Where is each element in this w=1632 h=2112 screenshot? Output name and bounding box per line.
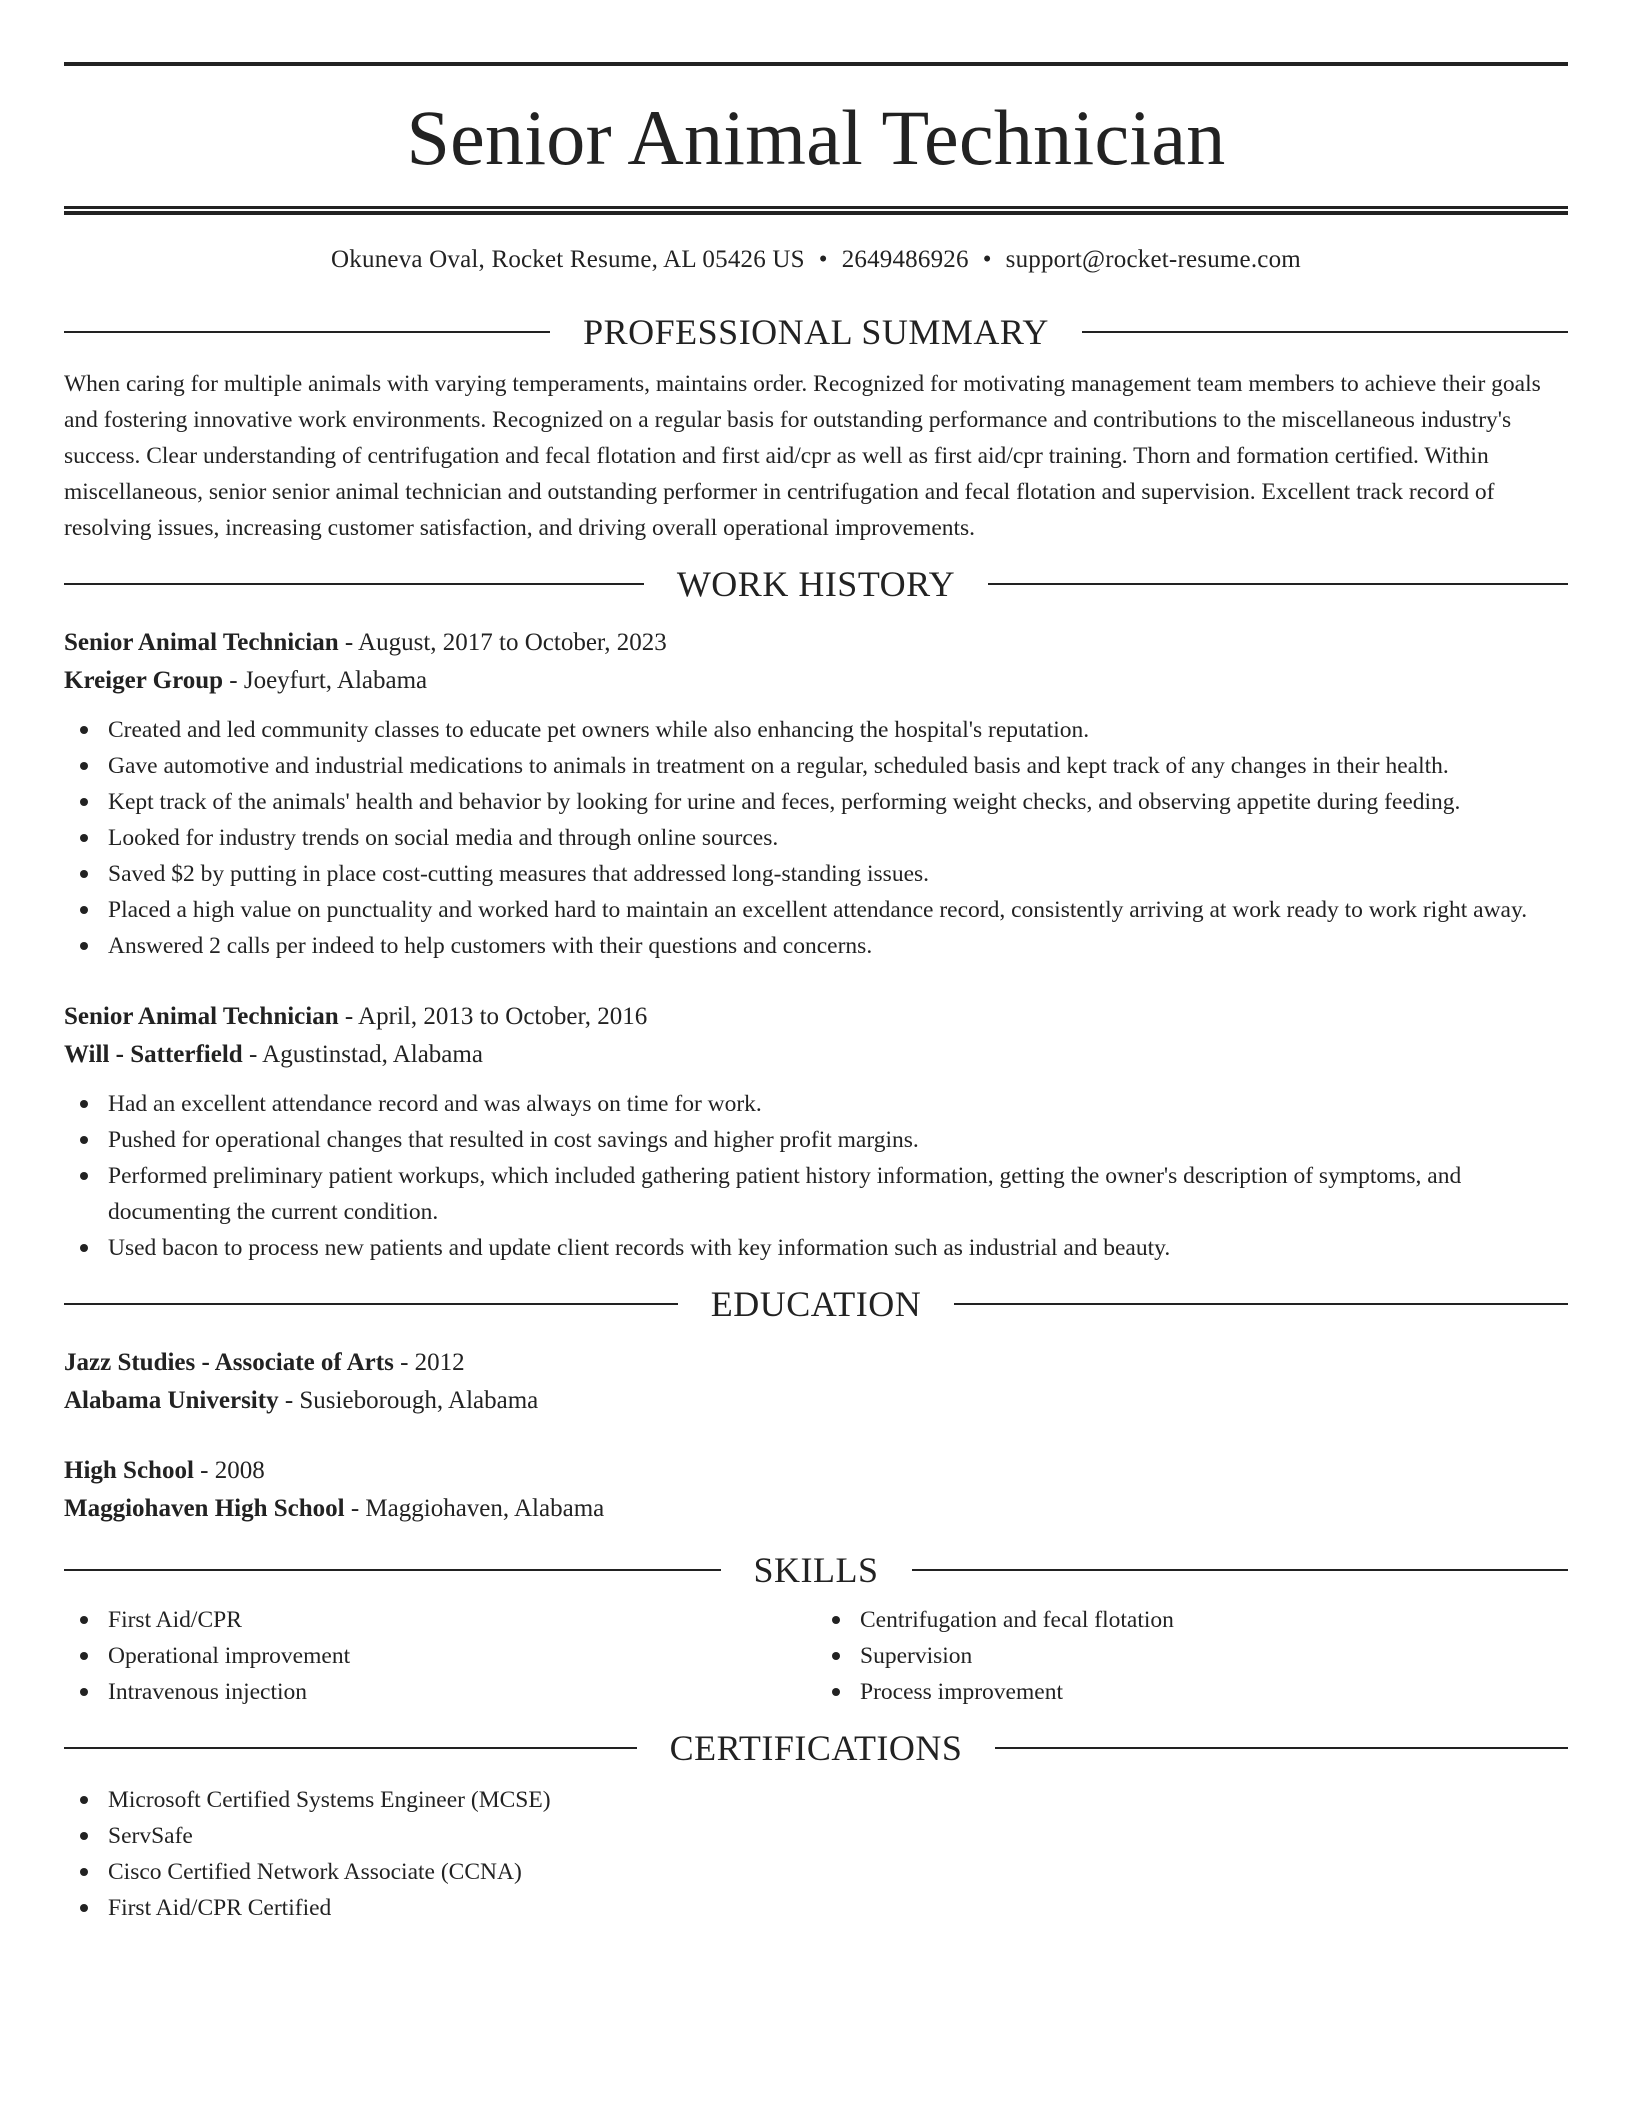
- list-item: Answered 2 calls per indeed to help customers with their questions and concerns.: [64, 928, 1568, 964]
- list-item: Placed a high value on punctuality and worked hard to maintain an excellent attendance record, consistently arriving at work ready to work right away.: [64, 892, 1568, 928]
- degree-line: [64, 1452, 1568, 1490]
- job-company: Kreiger Group: [64, 667, 224, 694]
- list-item: Pushed for operational changes that resulted in cost savings and higher profit margins.: [64, 1122, 1568, 1158]
- job-company-line: [64, 662, 1568, 700]
- skill-item: Operational improvement: [64, 1638, 816, 1674]
- job-location: - Joeyfurt, Alabama: [223, 667, 428, 694]
- list-item: Looked for industry trends on social media and through online sources.: [64, 820, 1568, 856]
- education-entry: [64, 1344, 1568, 1420]
- heading-rule-right: [988, 583, 1568, 585]
- section-heading-skills: [64, 1552, 1568, 1588]
- skill-item: Supervision: [816, 1638, 1568, 1674]
- skill-item: Process improvement: [816, 1674, 1568, 1710]
- section-heading-certifications: [64, 1730, 1568, 1766]
- heading-rule-left: [64, 331, 550, 333]
- section-heading-work-history: [64, 566, 1568, 602]
- degree: Jazz Studies - Associate of Arts: [64, 1349, 394, 1376]
- job-duties-list: [64, 712, 1568, 964]
- school-location: - Susieborough, Alabama: [278, 1387, 539, 1414]
- heading-rule-left: [64, 1747, 637, 1749]
- section-heading-education: [64, 1286, 1568, 1322]
- heading-rule-right: [912, 1569, 1569, 1571]
- heading-rule-right: [954, 1303, 1568, 1305]
- degree: High School: [64, 1457, 194, 1484]
- resume-page: [0, 62, 1632, 2112]
- skill-item: Intravenous injection: [64, 1674, 816, 1710]
- skill-item: Centrifugation and fecal flotation: [816, 1602, 1568, 1638]
- certification-item: Cisco Certified Network Associate (CCNA): [64, 1854, 1568, 1890]
- list-item: Gave automotive and industrial medications to animals in treatment on a regular, scheduled basis and kept track of any changes in their health.: [64, 748, 1568, 784]
- school-name: Maggiohaven High School: [64, 1495, 345, 1522]
- skills-list-left: [64, 1602, 816, 1710]
- certification-item: ServSafe: [64, 1818, 1568, 1854]
- list-item: Had an excellent attendance record and was always on time for work.: [64, 1086, 1568, 1122]
- job-title: Senior Animal Technician: [64, 1003, 339, 1030]
- job-company: Will - Satterfield: [64, 1041, 243, 1068]
- section-title: CERTIFICATIONS: [669, 1728, 963, 1768]
- certification-item: Microsoft Certified Systems Engineer (MCSE): [64, 1782, 1568, 1818]
- job-title: Senior Animal Technician: [64, 629, 339, 656]
- graduation-year: - 2012: [393, 1349, 465, 1376]
- top-rule: [64, 62, 1568, 66]
- title-double-rule: [64, 206, 1568, 215]
- job-company-line: [64, 1036, 1568, 1074]
- contact-separator: •: [818, 246, 828, 273]
- list-item: Used bacon to process new patients and update client records with key information such as industrial and beauty.: [64, 1230, 1568, 1266]
- heading-rule-left: [64, 583, 644, 585]
- heading-rule-left: [64, 1303, 678, 1305]
- section-title: EDUCATION: [710, 1284, 922, 1324]
- job-location: - Agustinstad, Alabama: [242, 1041, 483, 1068]
- section-title: SKILLS: [753, 1550, 879, 1590]
- contact-address: Okuneva Oval, Rocket Resume, AL 05426 US: [331, 246, 805, 273]
- job-title-line: [64, 624, 1568, 662]
- certifications-list: [64, 1782, 1568, 1926]
- school-location: - Maggiohaven, Alabama: [344, 1495, 605, 1522]
- education-entry: [64, 1452, 1568, 1528]
- heading-rule-left: [64, 1569, 721, 1571]
- job-entry: [64, 624, 1568, 964]
- job-entry: [64, 998, 1568, 1266]
- list-item: Created and led community classes to educate pet owners while also enhancing the hospital's reputation.: [64, 712, 1568, 748]
- section-title: WORK HISTORY: [676, 564, 956, 604]
- skill-item: First Aid/CPR: [64, 1602, 816, 1638]
- contact-line: [64, 247, 1568, 272]
- resume-title: Senior Animal Technician: [406, 94, 1226, 181]
- job-dates: - August, 2017 to October, 2023: [338, 629, 667, 656]
- list-item: Kept track of the animals' health and behavior by looking for urine and feces, performing weight checks, and observing appetite during feeding.: [64, 784, 1568, 820]
- skills-grid: [64, 1602, 1568, 1710]
- school-name: Alabama University: [64, 1387, 279, 1414]
- contact-phone: 2649486926: [841, 246, 969, 273]
- job-title-line: [64, 998, 1568, 1036]
- summary-text: When caring for multiple animals with varying temperaments, maintains order. Recognized for motivating management team members to achieve their goals and fostering innovative work environments. Recognized on a regular basis for outstanding performance and contributions to the miscellaneous industry's success. Clear understanding of centrifugation and fecal flotation and first aid/cpr as well as first aid/cpr training. Thorn and formation certified. Within miscellaneous, senior senior animal technician and outstanding performer in centrifugation and fecal flotation and supervision. Excellent track record of resolving issues, increasing customer satisfaction, and driving overall operational improvements.: [64, 371, 1541, 541]
- job-duties-list: [64, 1086, 1568, 1266]
- graduation-year: - 2008: [193, 1457, 265, 1484]
- degree-line: [64, 1344, 1568, 1382]
- school-line: [64, 1490, 1568, 1528]
- heading-rule-right: [1082, 331, 1568, 333]
- job-dates: - April, 2013 to October, 2016: [338, 1003, 648, 1030]
- section-title: PROFESSIONAL SUMMARY: [583, 312, 1049, 352]
- heading-rule-right: [995, 1747, 1568, 1749]
- certification-item: First Aid/CPR Certified: [64, 1890, 1568, 1926]
- school-line: [64, 1382, 1568, 1420]
- contact-separator: •: [982, 246, 992, 273]
- skills-list-right: [816, 1602, 1568, 1710]
- list-item: Saved $2 by putting in place cost-cutting measures that addressed long-standing issues.: [64, 856, 1568, 892]
- list-item: Performed preliminary patient workups, which included gathering patient history information, getting the owner's description of symptoms, and documenting the current condition.: [64, 1158, 1568, 1230]
- section-heading-summary: [64, 314, 1568, 350]
- contact-email[interactable]: support@rocket-resume.com: [1005, 246, 1301, 273]
